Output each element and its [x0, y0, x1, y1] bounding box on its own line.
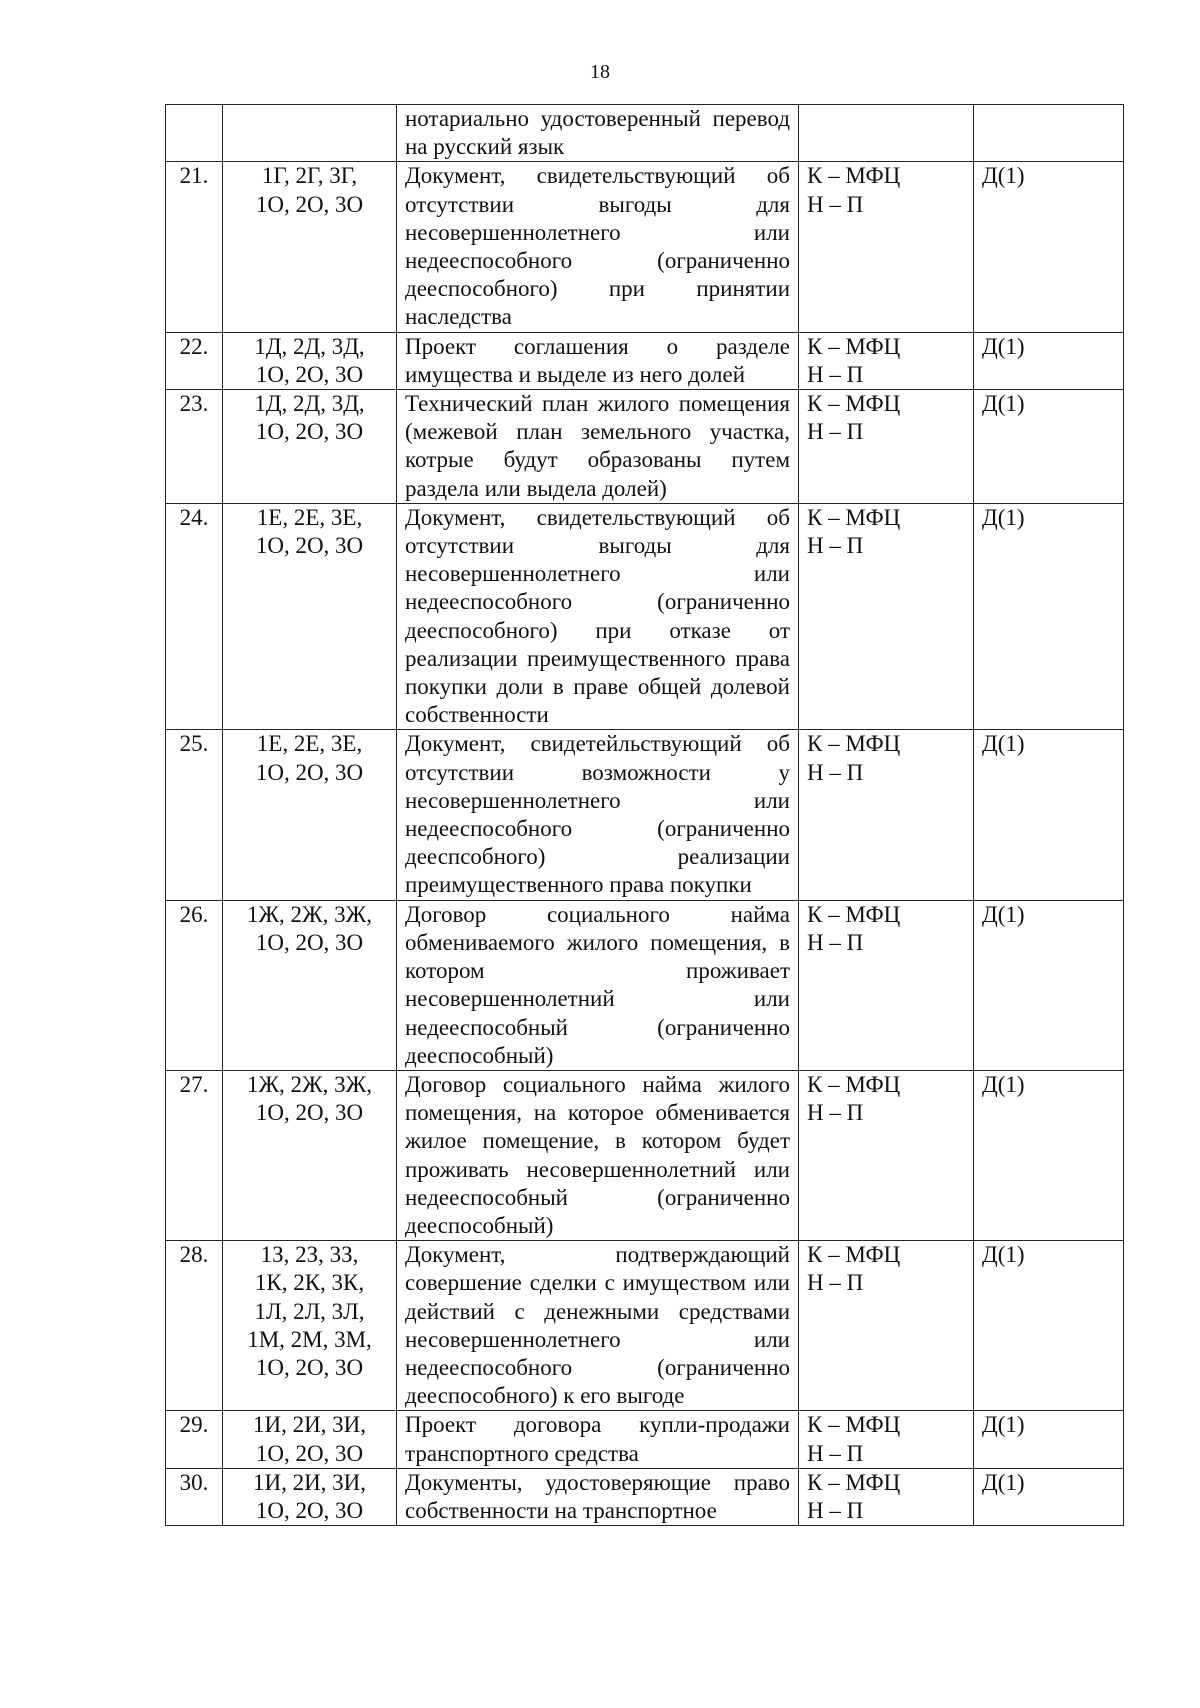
applicant-code-line: 1Ж, 2Ж, 3Ж,: [246, 1071, 373, 1097]
document-type: Д(1): [974, 390, 1124, 504]
applicant-code-line: 1О, 2О, 3О: [255, 191, 364, 217]
submission-form-line: Н – П: [807, 419, 864, 445]
table-row: [166, 1468, 1124, 1525]
row-number: 27.: [166, 1070, 223, 1240]
row-number: 29.: [166, 1411, 223, 1468]
applicant-codes-cell: [223, 1411, 397, 1468]
document-type: Д(1): [974, 162, 1124, 332]
applicant-code-line: 1Е, 2Е, 3Е,: [256, 504, 363, 530]
document-type: Д(1): [974, 1241, 1124, 1411]
document-type: [974, 105, 1124, 162]
applicant-codes-cell: [223, 332, 397, 389]
applicant-codes-cell: [223, 900, 397, 1070]
submission-form-line: Н – П: [807, 361, 864, 387]
table-row: [166, 162, 1124, 332]
submission-form-line: Н – П: [807, 1100, 864, 1126]
document-description: Документ, свидетельствующий об отсутствии выгоды для несовершеннолетнего или недееспособного (ограниченно дееспособного) при принятии наследства: [397, 162, 799, 332]
submission-form-line: К – МФЦ: [807, 1242, 901, 1268]
document-description: Проект договора купли-продажи транспортного средства: [397, 1411, 799, 1468]
applicant-codes-cell: [223, 105, 397, 162]
row-number: 26.: [166, 900, 223, 1070]
submission-form-cell: [799, 1411, 974, 1468]
table-row: [166, 1241, 1124, 1411]
table-row: [166, 332, 1124, 389]
document-description: Договор социального найма обмениваемого жилого помещения, в котором проживает несовершеннолетний или недееспособный (ограниченно дееспособный): [397, 900, 799, 1070]
document-description: Документы, удостоверяющие право собственности на транспортное: [397, 1468, 799, 1525]
applicant-codes-cell: [223, 162, 397, 332]
applicant-code-line: 1М, 2М, 3М,: [247, 1326, 372, 1352]
applicant-code-line: 1О, 2О, 3О: [255, 419, 364, 445]
applicant-code-line: 1Ж, 2Ж, 3Ж,: [246, 901, 373, 927]
table-row: [166, 900, 1124, 1070]
row-number: 25.: [166, 730, 223, 900]
submission-form-line: К – МФЦ: [807, 1071, 901, 1097]
submission-form-cell: [799, 900, 974, 1070]
document-description: Документ, свидетельствующий об отсутствии выгоды для несовершеннолетнего или недееспособного (ограниченно дееспособного) при отказе от реализации преимущественного права покупки доли в праве общей долевой собственности: [397, 503, 799, 730]
document-type: Д(1): [974, 332, 1124, 389]
table-row: [166, 105, 1124, 162]
document-description: Договор социального найма жилого помещения, на которое обменивается жилое помещение, в котором будет проживать несовершеннолетний или недееспособный (ограниченно дееспособный): [397, 1070, 799, 1240]
applicant-code-line: 1О, 2О, 3О: [255, 1354, 364, 1380]
table-row: [166, 1070, 1124, 1240]
submission-form-cell: [799, 730, 974, 900]
submission-form-line: К – МФЦ: [807, 731, 901, 757]
submission-form-line: К – МФЦ: [807, 391, 901, 417]
document-description: Технический план жилого помещения (межевой план земельного участка, котрые будут образованы путем раздела или выдела долей): [397, 390, 799, 504]
applicant-code-line: 1О, 2О, 3О: [255, 759, 364, 785]
applicant-code-line: 1Е, 2Е, 3Е,: [256, 731, 363, 757]
submission-form-cell: [799, 332, 974, 389]
documents-table: [165, 104, 1124, 1526]
submission-form-line: К – МФЦ: [807, 1412, 901, 1438]
document-type: Д(1): [974, 1070, 1124, 1240]
submission-form-line: Н – П: [807, 191, 864, 217]
table-row: [166, 1411, 1124, 1468]
applicant-codes-cell: [223, 503, 397, 730]
submission-form-cell: [799, 1468, 974, 1525]
table-row: [166, 730, 1124, 900]
submission-form-cell: [799, 1070, 974, 1240]
applicant-code-line: 1О, 2О, 3О: [255, 1497, 364, 1523]
row-number: [166, 105, 223, 162]
submission-form-line: Н – П: [807, 1440, 864, 1466]
applicant-codes-cell: [223, 1468, 397, 1525]
submission-form-line: К – МФЦ: [807, 333, 901, 359]
row-number: 21.: [166, 162, 223, 332]
applicant-code-line: 1Д, 2Д, 3Д,: [254, 333, 365, 359]
applicant-codes-cell: [223, 730, 397, 900]
submission-form-cell: [799, 162, 974, 332]
document-type: Д(1): [974, 1411, 1124, 1468]
applicant-codes-cell: [223, 390, 397, 504]
page-number: 18: [590, 61, 610, 83]
table-body: [166, 105, 1124, 1526]
document-description: Документ, свидетейльствующий об отсутствии возможности у несовершеннолетнего или недееспособного (ограниченно дееспсобного) реализации преимущественного права покупки: [397, 730, 799, 900]
document-type: Д(1): [974, 503, 1124, 730]
submission-form-line: К – МФЦ: [807, 163, 901, 189]
submission-form-cell: [799, 390, 974, 504]
submission-form-line: К – МФЦ: [807, 504, 901, 530]
applicant-code-line: 1И, 2И, 3И,: [252, 1412, 367, 1438]
applicant-code-line: 1З, 2З, 3З,: [260, 1242, 359, 1268]
row-number: 23.: [166, 390, 223, 504]
applicant-code-line: 1О, 2О, 3О: [255, 361, 364, 387]
submission-form-line: Н – П: [807, 1270, 864, 1296]
row-number: 28.: [166, 1241, 223, 1411]
submission-form-line: Н – П: [807, 759, 864, 785]
document-description: нотариально удостоверенный перевод на русский язык: [397, 105, 799, 162]
submission-form-cell: [799, 105, 974, 162]
applicant-code-line: 1О, 2О, 3О: [255, 929, 364, 955]
document-description: Документ, подтверждающий совершение сделки с имуществом или действий с денежными средствами несовершеннолетнего или недееспособного (ограниченно дееспособного) к его выгоде: [397, 1241, 799, 1411]
applicant-code-line: 1К, 2К, 3К,: [254, 1270, 365, 1296]
document-description: Проект соглашения о разделе имущества и выделе из него долей: [397, 332, 799, 389]
document-type: Д(1): [974, 1468, 1124, 1525]
submission-form-cell: [799, 1241, 974, 1411]
applicant-code-line: 1Л, 2Л, 3Л,: [254, 1298, 365, 1324]
submission-form-line: К – МФЦ: [807, 901, 901, 927]
applicant-code-line: 1Г, 2Г, 3Г,: [261, 163, 358, 189]
submission-form-line: Н – П: [807, 1497, 864, 1523]
submission-form-cell: [799, 503, 974, 730]
submission-form-line: Н – П: [807, 929, 864, 955]
row-number: 22.: [166, 332, 223, 389]
applicant-codes-cell: [223, 1070, 397, 1240]
document-type: Д(1): [974, 900, 1124, 1070]
row-number: 30.: [166, 1468, 223, 1525]
submission-form-line: Н – П: [807, 533, 864, 559]
document-type: Д(1): [974, 730, 1124, 900]
applicant-code-line: 1И, 2И, 3И,: [252, 1469, 367, 1495]
applicant-code-line: 1О, 2О, 3О: [255, 1440, 364, 1466]
applicant-code-line: 1Д, 2Д, 3Д,: [254, 391, 365, 417]
applicant-codes-cell: [223, 1241, 397, 1411]
row-number: 24.: [166, 503, 223, 730]
table-row: [166, 503, 1124, 730]
applicant-code-line: 1О, 2О, 3О: [255, 533, 364, 559]
applicant-code-line: 1О, 2О, 3О: [255, 1100, 364, 1126]
submission-form-line: К – МФЦ: [807, 1469, 901, 1495]
table-row: [166, 390, 1124, 504]
